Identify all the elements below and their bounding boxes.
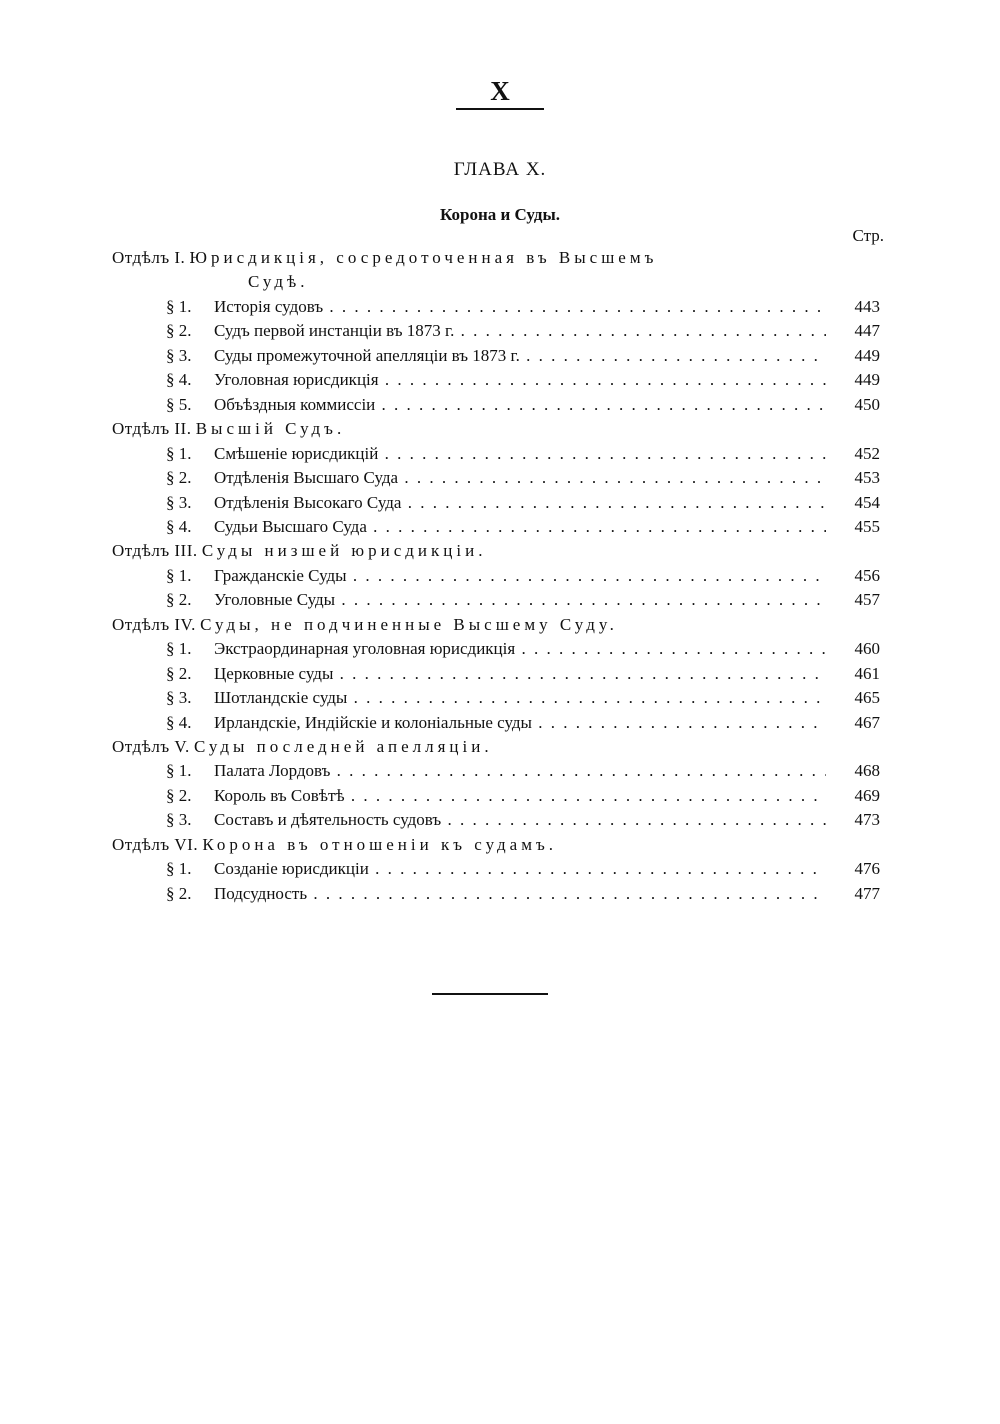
entry-page-number: 465 [854,688,880,708]
entry-title: Шотландскіе суды . . . [214,686,834,710]
entry-title: Исторія судовъ . . . [214,295,834,319]
toc-entry [0,882,1000,906]
entry-marker: § 4. [166,516,192,536]
entry-title: Ирландскіе, Индійскіе и колоніальные суды . . . [214,711,834,735]
entry-page-number: 460 [854,639,880,659]
entry-title: Подсудность . . . [214,882,834,906]
entry-marker: § 1. [166,639,192,659]
entry-marker: § 4. [166,370,192,390]
section-label: Отдѣлъ I. [112,248,186,267]
chapter-title: ГЛАВА Х. [453,159,547,180]
toc-entry [0,319,1000,343]
entry-marker: § 3. [166,492,192,512]
entry-page-number: 452 [854,443,880,463]
section-title: Высшій Судъ. [195,419,346,439]
entry-marker: § 2. [166,468,192,488]
section-heading [112,417,1000,441]
entry-page-number: 469 [854,785,880,805]
entry-title: Суды промежуточной апелляціи въ 1873 г. . . . [214,344,834,368]
entry-marker: § 1. [166,859,192,879]
entry-marker: § 5. [166,394,192,414]
entry-page-number: 449 [854,370,880,390]
entry-title: Гражданскіе Суды . . . [214,564,834,588]
entry-marker: § 1. [166,296,192,316]
toc-entry [0,784,1000,808]
toc-entry [0,564,1000,588]
entry-marker: § 1. [166,443,192,463]
section-heading [112,735,1000,759]
toc-entry [0,686,1000,710]
entry-title: Судъ первой инстанціи въ 1873 г. . . . [214,319,834,343]
toc-entry [0,368,1000,392]
closing-rule [432,993,548,995]
section-label: Отдѣлъ V. [112,737,190,756]
section-label: Отдѣлъ III. [112,541,198,561]
toc-entry [0,759,1000,783]
entry-marker: § 3. [166,810,192,830]
section-label: Отдѣлъ VI. [112,834,199,854]
toc-entry [0,711,1000,735]
page-column-label: Стр. [852,226,884,245]
entry-title: Созданіе юрисдикціи . . . [214,857,834,881]
entry-page-number: 476 [854,859,880,879]
entry-title: Уголовная юрисдикція . . . [214,368,834,392]
entry-title: Составъ и дѣятельность судовъ . . . [214,808,834,832]
entry-title: Экстраординарная уголовная юрисдикція . . . [214,637,834,661]
entry-marker: § 2. [166,883,192,903]
entry-marker: § 2. [166,785,192,805]
section-heading [112,539,1000,563]
toc-entry [0,588,1000,612]
toc-entry [0,637,1000,661]
section-title: Суды низшей юрисдикціи. [201,541,487,561]
section-label: Отдѣлъ IV. [112,614,196,634]
toc-entry [0,393,1000,417]
entry-page-number: 443 [854,296,880,316]
toc-entry [0,295,1000,319]
chapter-subtitle: Корона и Суды. [440,205,560,224]
toc-entry [0,466,1000,490]
section-title: Корона въ отношеніи къ судамъ. [202,834,558,854]
entry-page-number: 473 [854,810,880,830]
entry-title: Судьи Высшаго Суда . . . [214,515,834,539]
entry-page-number: 454 [854,492,880,512]
entry-page-number: 467 [854,712,880,732]
entry-marker: § 3. [166,345,192,365]
entry-marker: § 1. [166,565,192,585]
entry-marker: § 2. [166,321,192,341]
entry-marker: § 3. [166,688,192,708]
section-title-continuation [0,270,1000,294]
toc-entry [0,515,1000,539]
entry-title: Палата Лордовъ . . . [214,759,834,783]
entry-page-number: 468 [854,761,880,781]
entry-title: Уголовные Суды . . . [214,588,834,612]
toc-entry [0,344,1000,368]
entry-title: Отдѣленія Высокаго Суда . . . [214,491,834,515]
toc-entry [0,662,1000,686]
entry-marker: § 2. [166,590,192,610]
entry-page-number: 447 [854,321,880,341]
section-heading [112,613,1000,637]
entry-title: Объѣздныя коммиссіи . . . [214,393,834,417]
entry-page-number: 461 [854,663,880,683]
entry-page-number: 456 [854,565,880,585]
entry-title: Смѣшеніе юрисдикцій . . . [214,442,834,466]
entry-page-number: 457 [854,590,880,610]
entry-marker: § 4. [166,712,192,732]
section-title: Юрисдикція, сосредоточенная въ Высшемъ [189,248,658,267]
entry-page-number: 455 [854,516,880,536]
entry-title: Церковные суды . . . [214,662,834,686]
section-title: Суды, не подчиненные Высшему Суду. [200,614,618,634]
toc-entry [0,442,1000,466]
section-heading [112,246,1000,270]
entry-marker: § 2. [166,663,192,683]
page-number-underline [456,108,544,110]
toc-entry [0,491,1000,515]
page-number: X [490,76,510,106]
toc-entry [0,808,1000,832]
section-title-continued: Судѣ. [248,272,309,292]
entry-page-number: 449 [854,345,880,365]
section-title: Суды последней апелляціи. [193,737,493,756]
entry-page-number: 453 [854,468,880,488]
entry-page-number: 450 [854,394,880,414]
entry-title: Отдѣленія Высшаго Суда . . . [214,466,834,490]
toc-entry [0,857,1000,881]
entry-marker: § 1. [166,761,192,781]
section-heading [112,833,1000,857]
entry-title: Король въ Совѣтѣ . . . [214,784,834,808]
section-label: Отдѣлъ II. [112,419,192,439]
entry-page-number: 477 [854,883,880,903]
